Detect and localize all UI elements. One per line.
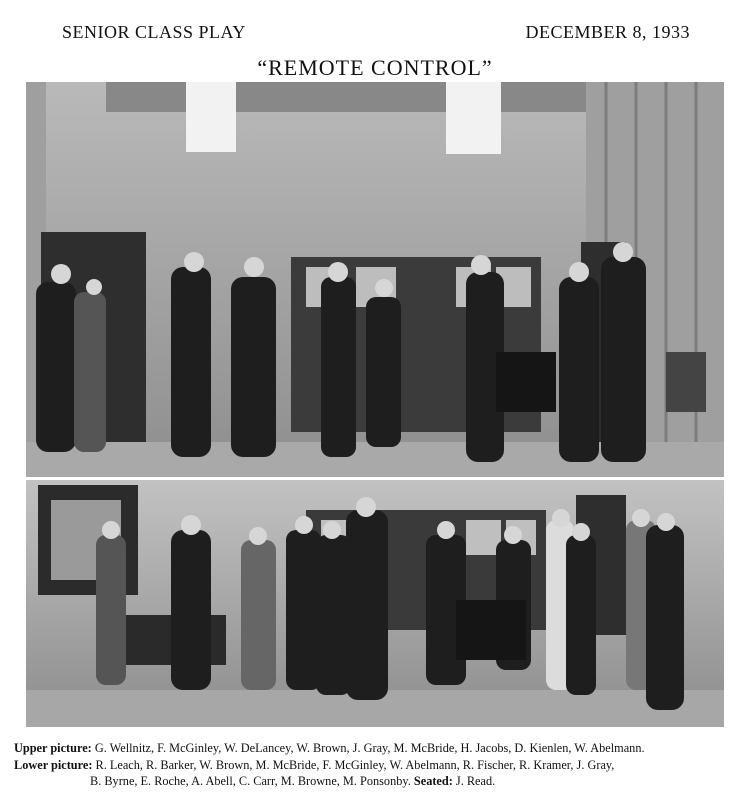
lower-caption-names: R. Leach, R. Barker, W. Brown, M. McBride, F. McGinley, W. Abelmann, R. Fischer, R. Kramer, J. Gray, [92, 757, 615, 772]
lower-caption-names-2: B. Byrne, E. Roche, A. Abell, C. Carr, M. Browne, M. Ponsonby. [90, 774, 411, 788]
seated-names: J. Read. [452, 774, 496, 788]
play-title: “REMOTE CONTROL” [257, 55, 493, 80]
stage-photo-icon [26, 480, 724, 727]
stage-photo-icon [26, 82, 724, 477]
seated-label: Seated: [413, 774, 453, 788]
lower-stage-photo [26, 480, 724, 727]
upper-caption-names: G. Wellnitz, F. McGinley, W. DeLancey, W. Brown, J. Gray, M. McBride, H. Jacobs, D. Kienlen, W. Abelmann. [91, 741, 645, 755]
header-date: DECEMBER 8, 1933 [525, 22, 690, 42]
upper-stage-photo [26, 82, 724, 477]
upper-caption-label: Upper picture: [14, 741, 92, 755]
lower-caption [14, 757, 744, 774]
photo-captions [14, 740, 744, 790]
lower-caption-continued [14, 773, 744, 790]
lower-caption-label: Lower picture: [14, 757, 93, 772]
header-left: SENIOR CLASS PLAY [62, 22, 246, 42]
upper-caption [14, 740, 744, 757]
